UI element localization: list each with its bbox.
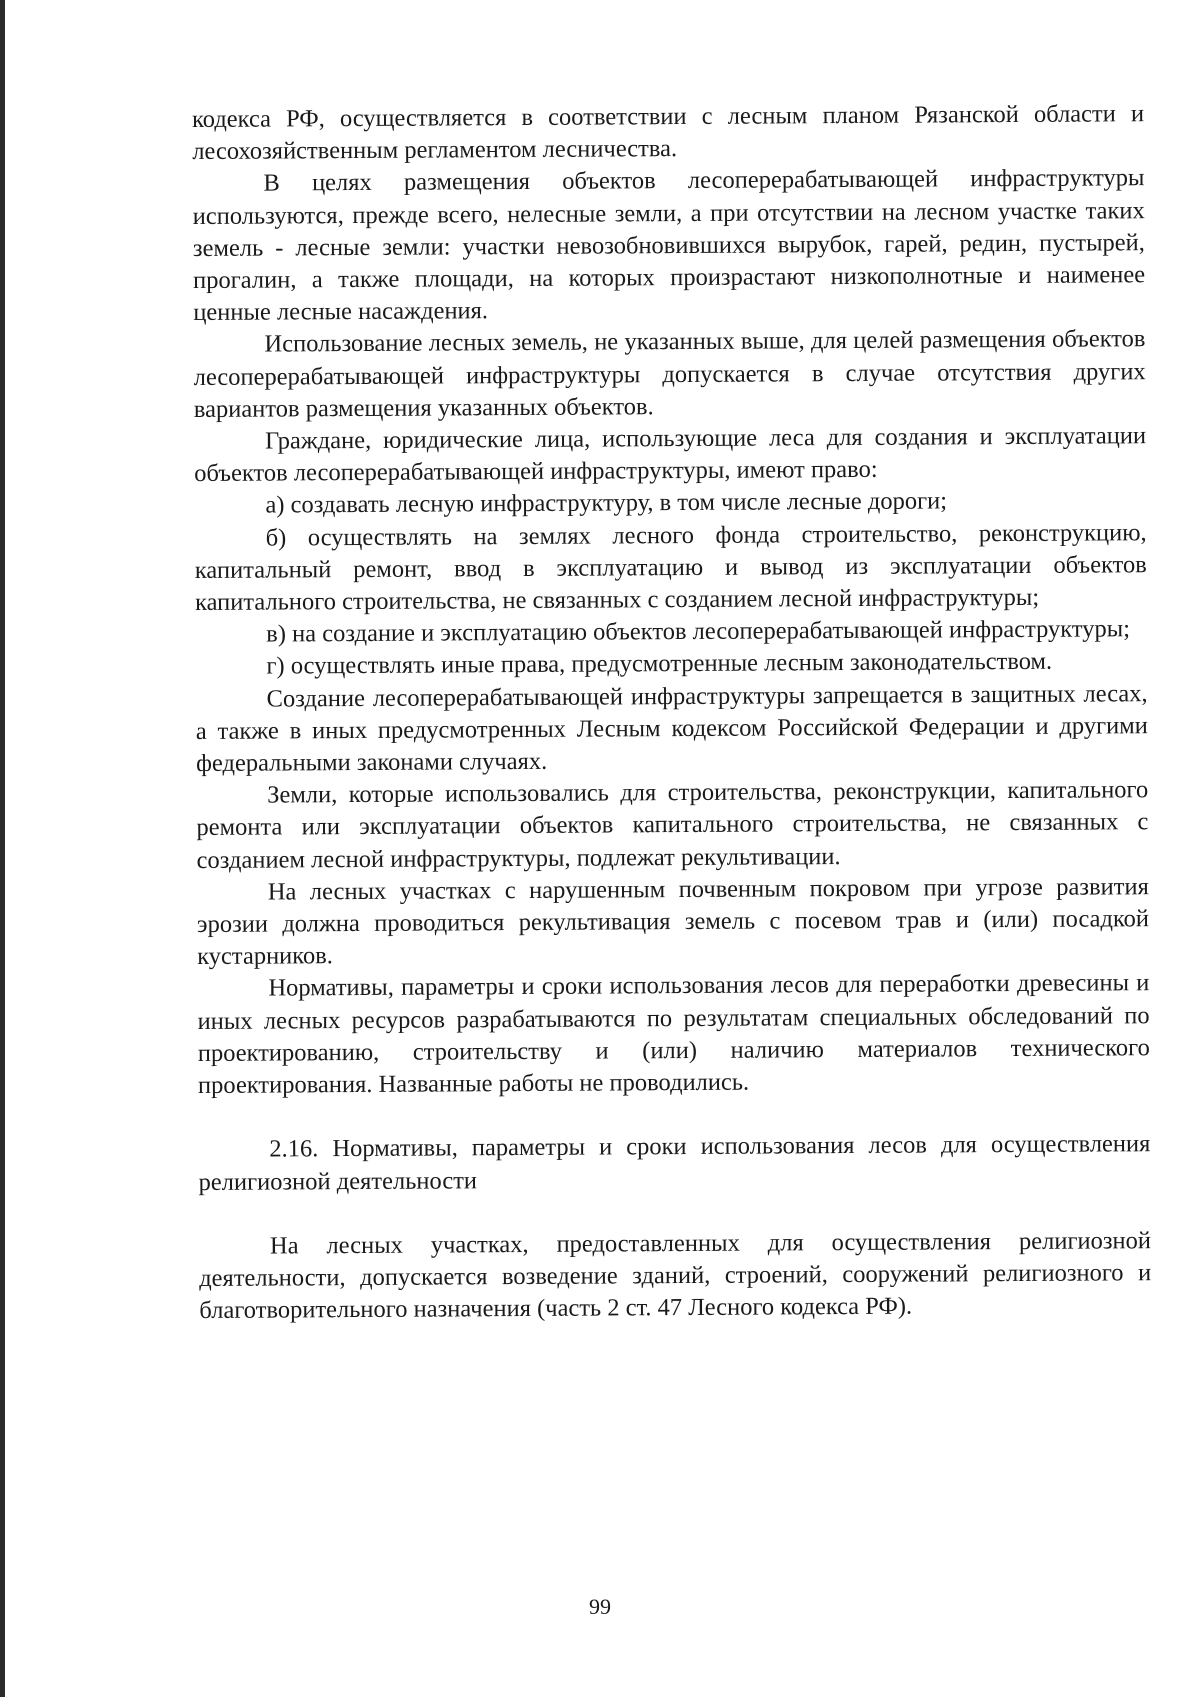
list-item-a: а) создавать лесную инфраструктуру, в том числе лесные дороги; xyxy=(265,487,948,519)
paragraph-forest-lands-use: Использование лесных земель, не указанных выше, для целей размещения объектов лесоперерабатывающей инфраструктуры допускается в случае отсутствия других вариантов размещения указанных объектов. xyxy=(193,325,1146,423)
paragraph-infrastructure-lands: В целях размещения объектов лесоперерабатывающей инфраструктуры используются, прежде всего, нелесные земли, а при отсутствии на лесном участке таких земель - лесные земли: участки невозобновившихся вырубок, гарей, редин, пустырей, прогалин, а также площади, на которых произрастают низкополнотные и наименее ценные лесные насаждения. xyxy=(192,164,1146,327)
paragraph-norms: Нормативы, параметры и сроки использования лесов для переработки древесины и иных лесных ресурсов разрабатываются по результатам специальных обследований по проектированию, строительству и (или) наличию материалов технического проектирования. Названные работы не проводились. xyxy=(197,969,1150,1100)
page-number: 99 xyxy=(589,1594,611,1619)
paragraph-religious: На лесных участках, предоставленных для осуществления религиозной деятельности, допускается возведение зданий, строений, сооружений религиозного и благотворительного назначения (часть 2 ст. 47 Лесного кодекса РФ). xyxy=(199,1226,1152,1325)
paragraph-recultivation: Земли, которые использовались для строительства, реконструкции, капитального ремонта или эксплуатации объектов капитального строительства, не связанных с созданием лесной инфраструктуры, подлежат рекультивации. xyxy=(196,776,1149,874)
list-item-b: б) осуществлять на землях лесного фонда строительство, реконструкцию, капитальный ремонт, ввод в эксплуатацию и вывод из эксплуатации объектов капитального строительства, не связанных с созданием лесной инфраструктуры; xyxy=(194,518,1147,617)
paragraph-erosion: На лесных участках с нарушенным почвенным покровом при угрозе развития эрозии должна проводиться рекультивация земель с посевом трав и (или) посадкой кустарников. xyxy=(196,873,1150,971)
list-item-v: в) на создание и эксплуатацию объектов лесоперерабатывающей инфраструктуры; xyxy=(266,615,1131,648)
paragraph-continuation: кодекса РФ, осуществляется в соответствии с лесным планом Рязанской области и лесохозяйственным регламентом лесничества. xyxy=(192,100,1145,166)
scan-left-edge xyxy=(0,0,5,1697)
list-item-g: г) осуществлять иные права, предусмотренные лесным законодательством. xyxy=(266,648,1053,681)
paragraph-prohibition: Создание лесоперерабатывающей инфраструктуры запрещается в защитных лесах, а также в иных предусмотренных Лесным кодексом Российской Федерации и другими федеральными законами случаях. xyxy=(195,679,1148,778)
paragraph-rights-intro: Граждане, юридические лица, использующие леса для создания и эксплуатации объектов лесоперерабатывающей инфраструктуры, имеют право: xyxy=(194,422,1147,488)
document-page xyxy=(192,98,1151,1327)
section-heading: 2.16. Нормативы, параметры и сроки использования лесов для осуществления религиозной деятельности xyxy=(198,1130,1151,1196)
